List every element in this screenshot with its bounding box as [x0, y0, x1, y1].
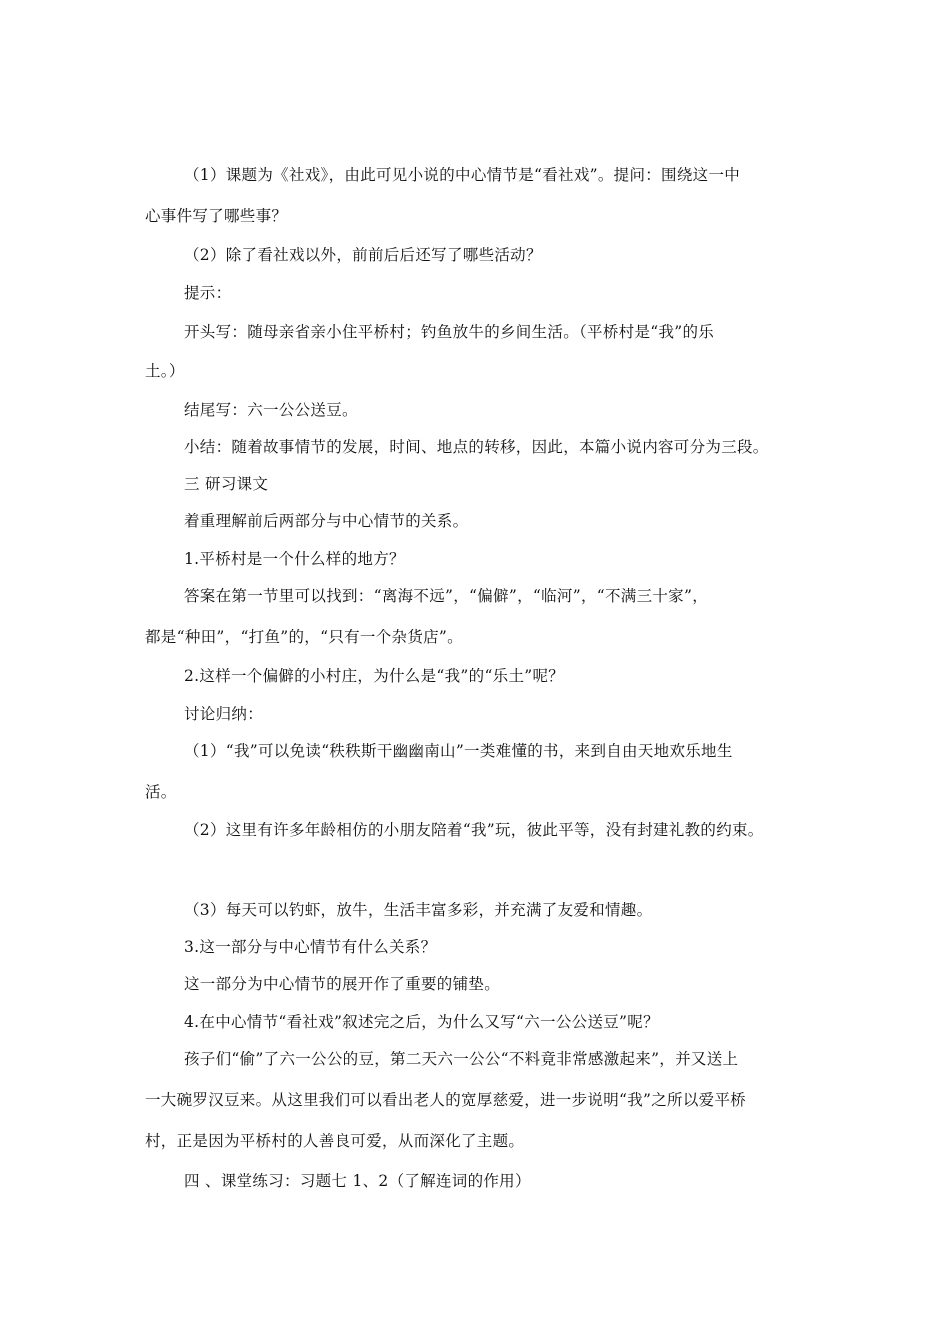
- text-line-7: 结尾写：六一公公送豆。: [184, 401, 358, 419]
- section-heading-3: 三 研习课文: [184, 475, 269, 493]
- text-line-24: 一大碗罗汉豆来。从这里我们可以看出老人的宽厚慈爱，进一步说明“我”之所以爱平桥: [145, 1091, 747, 1109]
- text-line-11: 1.平桥村是一个什么样的地方？: [184, 550, 405, 568]
- section-heading-4: 四 、课堂练习：习题七 1、2（了解连词的作用）: [184, 1172, 531, 1190]
- text-line-12: 答案在第一节里可以找到：“离海不远”，“偏僻”，“临河”，“不满三十家”，: [184, 587, 708, 605]
- text-line-13: 都是“种田”，“打鱼”的，“只有一个杂货店”。: [145, 628, 463, 646]
- text-line-14: 2.这样一个偏僻的小村庄，为什么是“我”的“乐土”呢？: [184, 667, 565, 685]
- text-line-25: 村，正是因为平桥村的人善良可爱，从而深化了主题。: [145, 1132, 525, 1150]
- text-line-15: 讨论归纳：: [184, 705, 264, 723]
- text-line-16: （1）“我”可以免读“秩秩斯干幽幽南山”一类难懂的书，来到自由天地欢乐地生: [184, 742, 733, 760]
- text-line-6: 土。）: [145, 362, 185, 380]
- text-line-3: （2）除了看社戏以外，前前后后还写了哪些活动？: [184, 246, 542, 264]
- text-line-23: 孩子们“偷”了六一公公的豆，第二天六一公公“不料竟非常感激起来”，并又送上: [184, 1050, 739, 1068]
- text-line-5: 开头写：随母亲省亲小住平桥村；钓鱼放牛的乡间生活。（平桥村是“我”的乐: [184, 323, 715, 341]
- text-line-4: 提示：: [184, 284, 232, 302]
- text-line-18: （2）这里有许多年龄相仿的小朋友陪着“我”玩，彼此平等，没有封建礼教的约束。: [184, 821, 764, 839]
- text-line-2: 心事件写了哪些事？: [145, 207, 288, 225]
- text-line-17: 活。: [145, 783, 177, 801]
- text-line-22: 4.在中心情节“看社戏”叙述完之后，为什么又写“六一公公送豆”呢？: [184, 1013, 659, 1031]
- text-line-8: 小结：随着故事情节的发展，时间、地点的转移，因此，本篇小说内容可分为三段。: [184, 438, 769, 456]
- text-line-10: 着重理解前后两部分与中心情节的关系。: [184, 512, 469, 530]
- text-line-21: 这一部分为中心情节的展开作了重要的铺垫。: [184, 975, 501, 993]
- text-line-1: （1）课题为《社戏》，由此可见小说的中心情节是“看社戏”。提问：围绕这一中: [184, 166, 741, 184]
- text-line-19: （3）每天可以钓虾，放牛，生活丰富多彩，并充满了友爱和情趣。: [184, 901, 653, 919]
- text-line-20: 3.这一部分与中心情节有什么关系？: [184, 938, 437, 956]
